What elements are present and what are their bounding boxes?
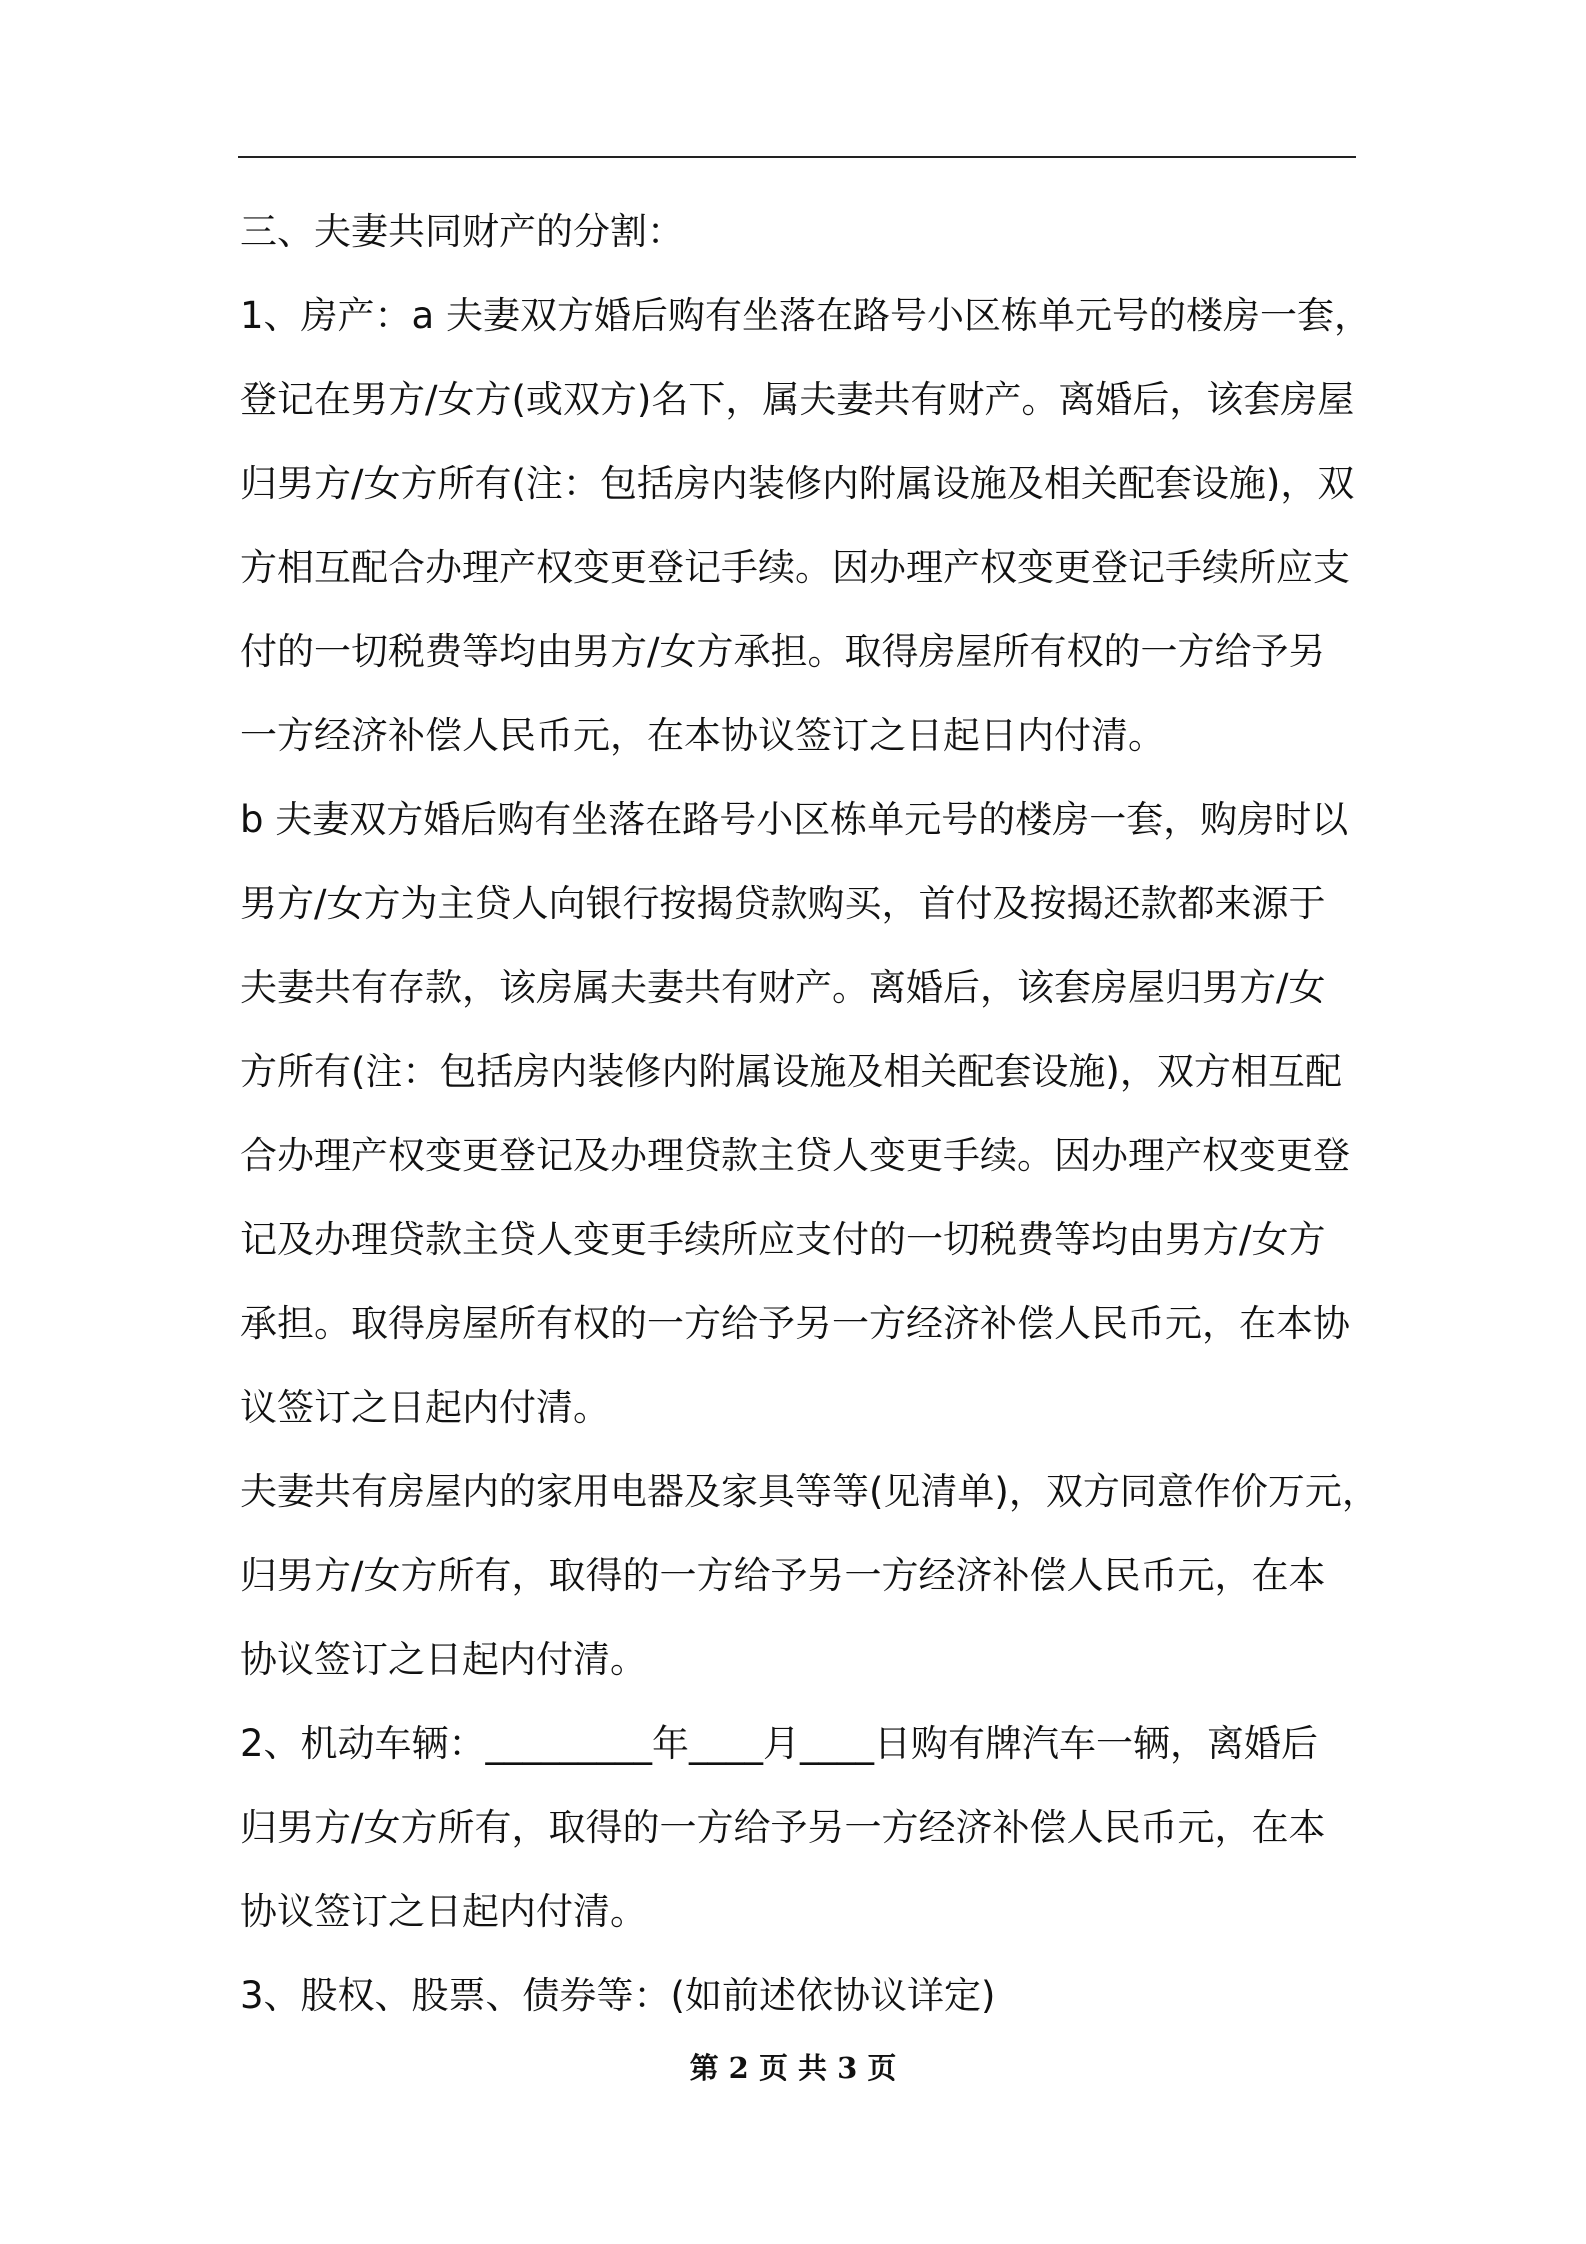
- paragraph-line: 议签订之日起内付清。: [240, 1386, 610, 1429]
- paragraph-line: 男方/女方为主贷人向银行按揭贷款购买，首付及按揭还款都来源于: [240, 882, 1326, 925]
- paragraph-line: 夫妻共有存款，该房属夫妻共有财产。离婚后，该套房屋归男方/女: [240, 966, 1326, 1009]
- paragraph-line: 方所有(注：包括房内装修内附属设施及相关配套设施)，双方相互配: [240, 1050, 1342, 1093]
- paragraph-line: 记及办理贷款主贷人变更手续所应支付的一切税费等均由男方/女方: [240, 1218, 1326, 1261]
- paragraph-line: 付的一切税费等均由男方/女方承担。取得房屋所有权的一方给予另: [240, 630, 1326, 673]
- paragraph-line: b 夫妻双方婚后购有坐落在路号小区栋单元号的楼房一套，购房时以: [240, 798, 1349, 841]
- paragraph-line: 合办理产权变更登记及办理贷款主贷人变更手续。因办理产权变更登: [240, 1134, 1350, 1177]
- paragraph-line: 1、房产：a 夫妻双方婚后购有坐落在路号小区栋单元号的楼房一套，: [240, 294, 1371, 337]
- paragraph-line: 归男方/女方所有(注：包括房内装修内附属设施及相关配套设施)，双: [240, 462, 1355, 505]
- paragraph-line: 夫妻共有房屋内的家用电器及家具等等(见清单)，双方同意作价万元，: [240, 1470, 1379, 1513]
- section-heading: 三、夫妻共同财产的分割：: [240, 210, 684, 253]
- paragraph-line: 协议签订之日起内付清。: [240, 1638, 647, 1681]
- paragraph-line: 方相互配合办理产权变更登记手续。因办理产权变更登记手续所应支: [240, 546, 1350, 589]
- paragraph-line: 3、股权、股票、债券等：(如前述依协议详定): [240, 1974, 996, 2017]
- paragraph-line: 协议签订之日起内付清。: [240, 1890, 647, 1933]
- paragraph-line: 归男方/女方所有，取得的一方给予另一方经济补偿人民币元，在本: [240, 1554, 1326, 1597]
- header-rule: [238, 156, 1356, 158]
- document-body: [240, 190, 1379, 2038]
- paragraph-line: 归男方/女方所有，取得的一方给予另一方经济补偿人民币元，在本: [240, 1806, 1326, 1849]
- paragraph-line: 2、机动车辆：_________年____月____日购有牌汽车一辆，离婚后: [240, 1722, 1319, 1765]
- paragraph-line: 一方经济补偿人民币元，在本协议签订之日起日内付清。: [240, 714, 1165, 757]
- paragraph-line: 承担。取得房屋所有权的一方给予另一方经济补偿人民币元，在本协: [240, 1302, 1350, 1345]
- page-number: 第 2 页 共 3 页: [689, 2051, 897, 2085]
- paragraph-line: 登记在男方/女方(或双方)名下，属夫妻共有财产。离婚后，该套房屋: [240, 378, 1355, 421]
